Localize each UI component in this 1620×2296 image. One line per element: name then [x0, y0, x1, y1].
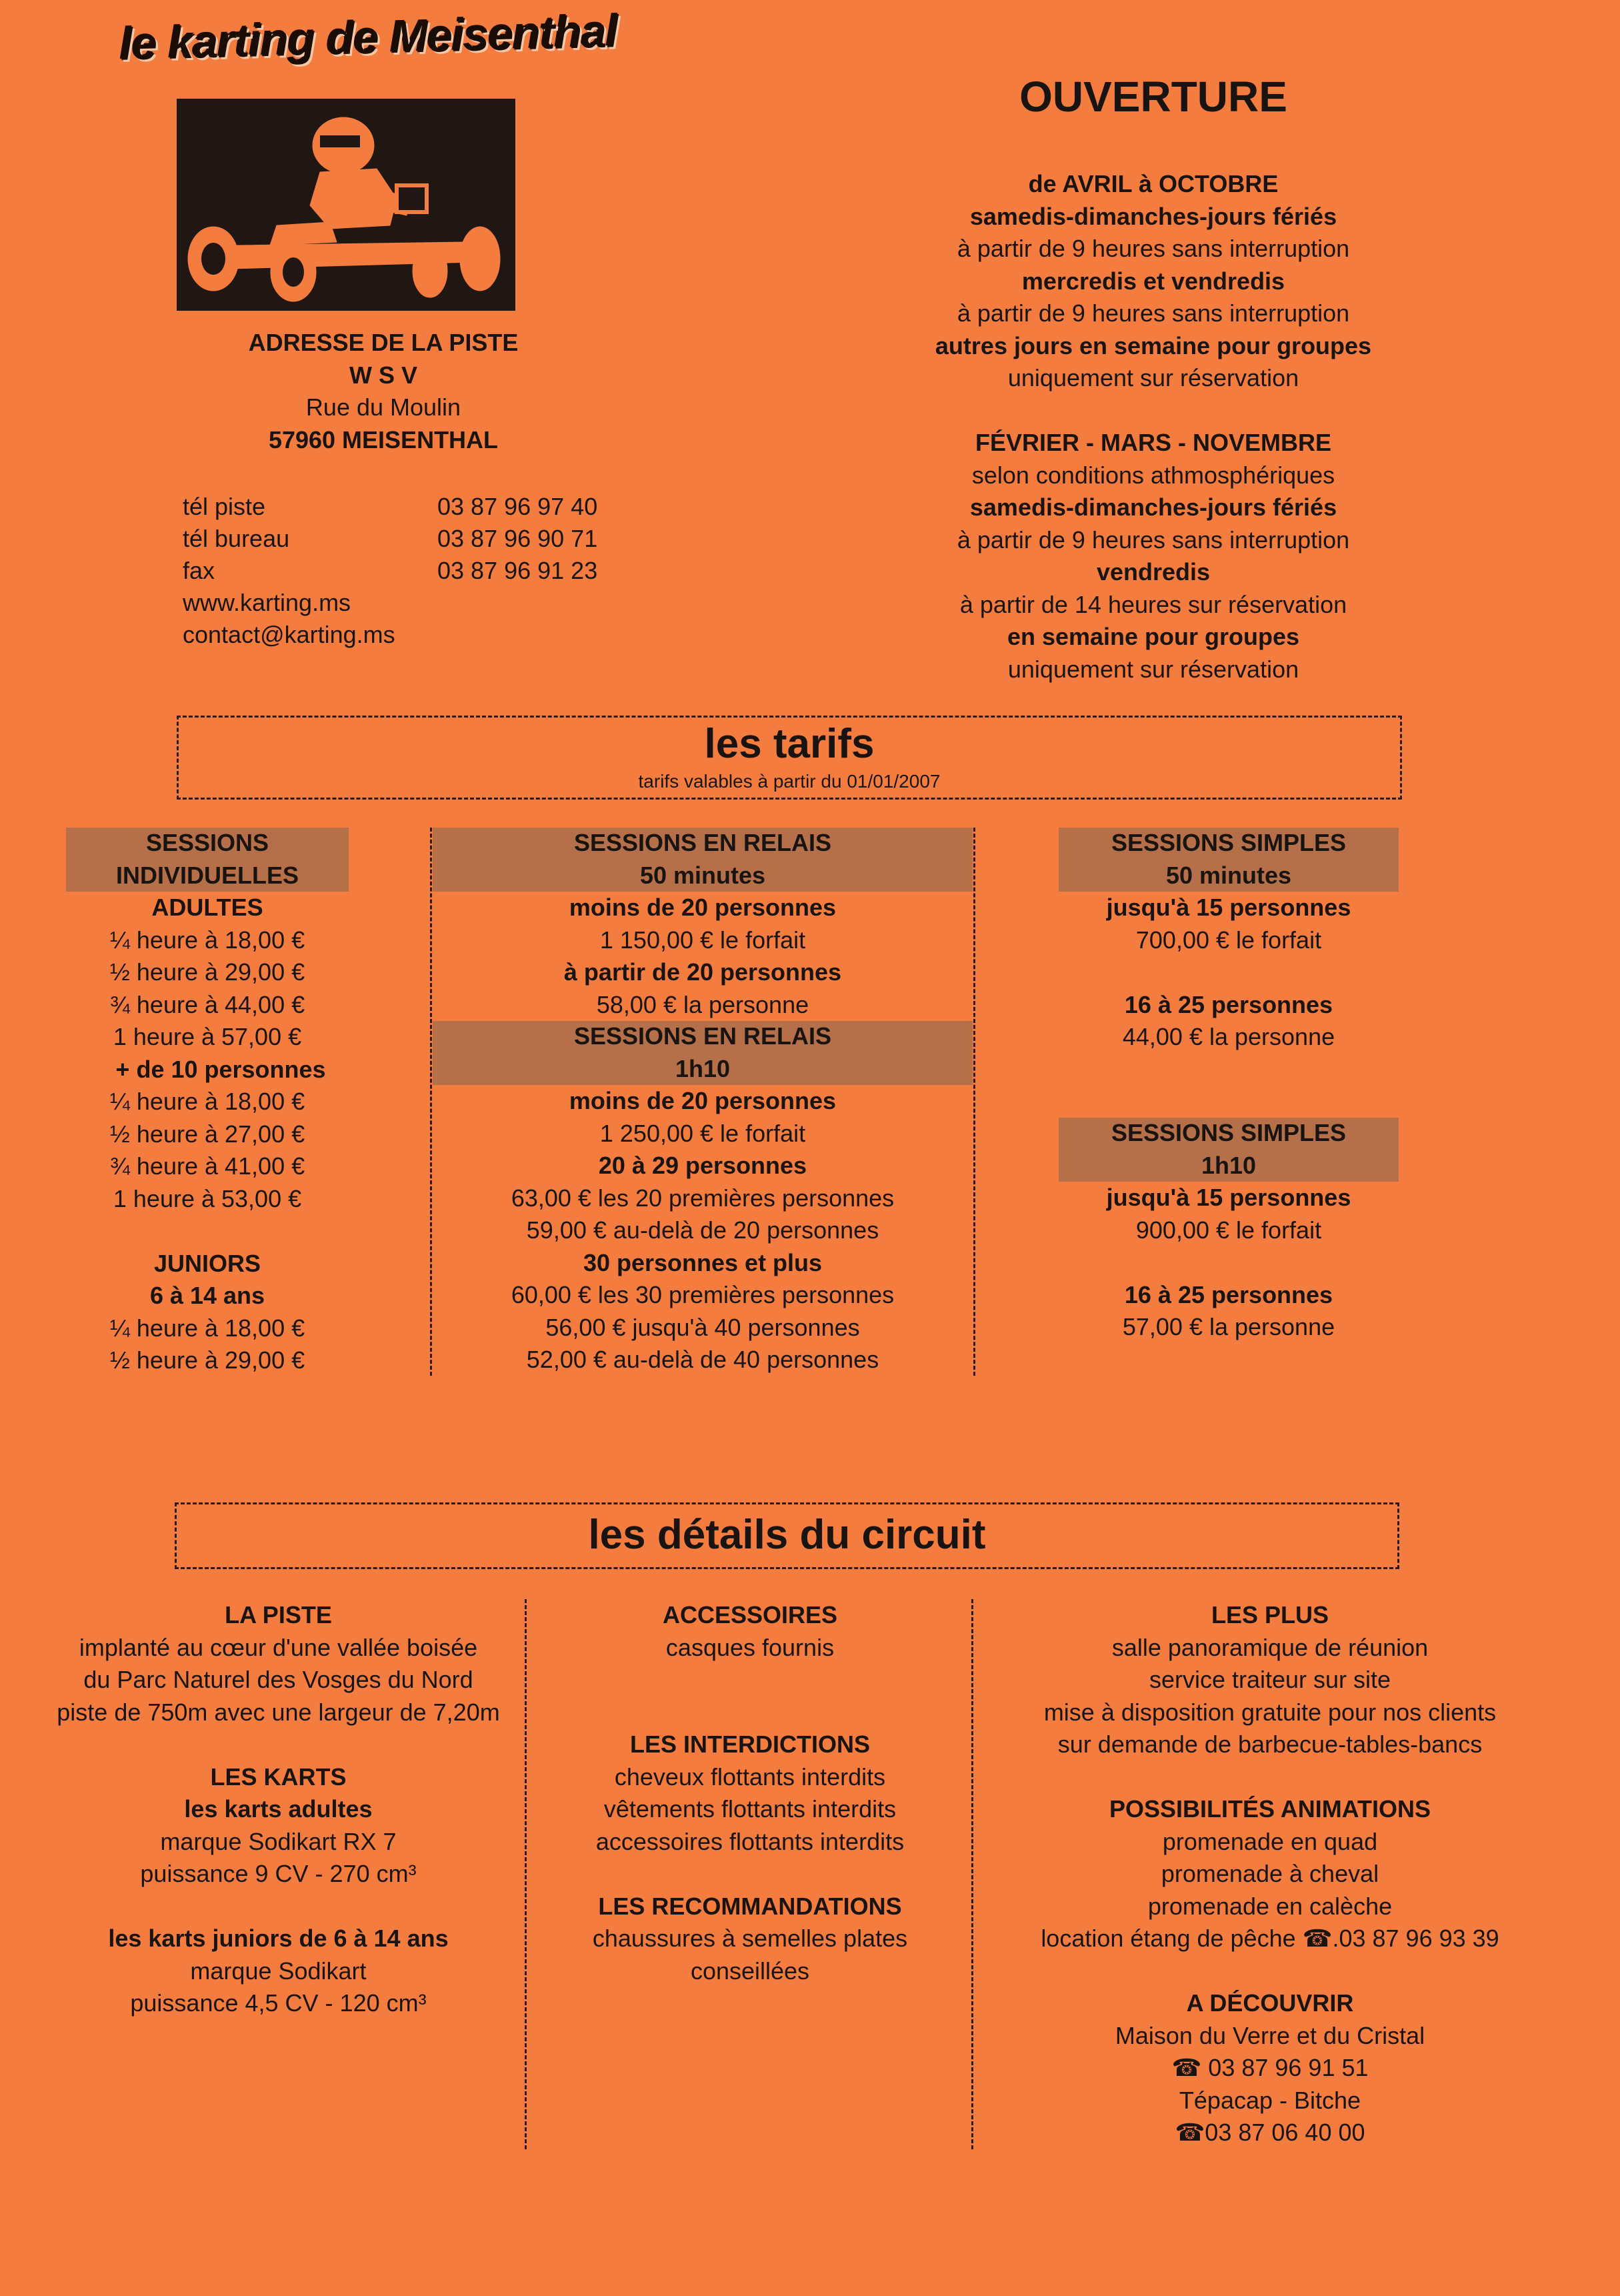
detail-line: LES RECOMMANDATIONS	[598, 1892, 902, 1920]
detail-line	[977, 1955, 1563, 1988]
detail-line: puissance 4,5 CV - 120 cm³	[130, 1989, 427, 2017]
tarif-header: SESSIONS SIMPLES	[1111, 1119, 1347, 1146]
tarif-line: à partir de 20 personnes	[563, 958, 842, 986]
tarif-line: 900,00 € le forfait	[1135, 1216, 1322, 1244]
detail-line: promenade en calèche	[1147, 1892, 1393, 1920]
address-block	[207, 327, 560, 456]
detail-line: cheveux flottants interdits	[614, 1763, 886, 1791]
contact-row	[183, 523, 663, 555]
address-city: 57960 MEISENTHAL	[268, 425, 499, 453]
detail-line	[33, 1891, 523, 1923]
tarif-line: ¾ heure à 41,00 €	[109, 1152, 305, 1180]
tarif-line: 52,00 € au-delà de 40 personnes	[526, 1346, 879, 1373]
tarif-line: 30 personnes et plus	[583, 1248, 823, 1276]
tarif-line: 1 heure à 57,00 €	[113, 1023, 302, 1050]
tarif-header: 50 minutes	[639, 861, 766, 889]
contact-value: 03 87 96 90 71	[437, 525, 598, 552]
details-separator	[525, 1599, 527, 2149]
details-track	[33, 1599, 523, 2020]
detail-line: promenade à cheval	[1161, 1860, 1379, 1887]
details-extras	[977, 1599, 1563, 2149]
detail-line	[33, 1729, 523, 1761]
tarif-line: 700,00 € le forfait	[1135, 926, 1322, 954]
tarif-header: 50 minutes	[1165, 861, 1292, 889]
detail-line: mise à disposition gratuite pour nos clients	[1043, 1698, 1497, 1726]
detail-line: les karts juniors de 6 à 14 ans	[108, 1925, 449, 1952]
tarif-line: 16 à 25 personnes	[1124, 1280, 1333, 1308]
tarif-line: ½ heure à 29,00 €	[109, 1346, 305, 1374]
detail-line: LES PLUS	[1211, 1601, 1329, 1628]
contact-row	[183, 491, 663, 523]
detail-line	[530, 1664, 970, 1696]
opening-line: mercredis et vendredis	[1021, 267, 1285, 295]
tarif-header: SESSIONS EN RELAIS	[573, 1022, 832, 1050]
address-name: W S V	[349, 361, 417, 389]
detail-line: Maison du Verre et du Cristal	[1115, 2021, 1425, 2049]
tarif-relay70	[433, 1020, 973, 1376]
contact-label: tél bureau	[183, 525, 290, 552]
detail-line: marque Sodikart	[190, 1957, 367, 1985]
detail-line: conseillées	[690, 1957, 810, 1985]
tarif-header: 1h10	[675, 1054, 731, 1082]
detail-line: service traiteur sur site	[1149, 1666, 1391, 1693]
opening-line: à partir de 14 heures sur réservation	[959, 590, 1347, 618]
opening-line: à partir de 9 heures sans interruption	[957, 235, 1350, 262]
brand-title: le karting de Meisenthal	[119, 6, 619, 70]
opening-line: samedis-dimanches-jours fériés	[969, 202, 1337, 230]
opening-line: FÉVRIER - MARS - NOVEMBRE	[975, 429, 1332, 456]
tarif-line: ADULTES	[151, 894, 263, 921]
website-link[interactable]	[183, 587, 663, 619]
tarif-line: jusqu'à 15 personnes	[1106, 894, 1351, 921]
contact-value: 03 87 96 91 23	[437, 557, 598, 584]
detail-line: marque Sodikart RX 7	[160, 1827, 397, 1855]
detail-line: piste de 750m avec une largeur de 7,20m	[57, 1698, 500, 1726]
tarif-line	[1059, 956, 1399, 989]
opening-line: en semaine pour groupes	[1007, 623, 1300, 650]
email-link[interactable]	[183, 619, 663, 651]
detail-line: puissance 9 CV - 270 cm³	[140, 1860, 417, 1887]
detail-line: promenade en quad	[1162, 1827, 1378, 1855]
detail-line: A DÉCOUVRIR	[1186, 1989, 1354, 2017]
detail-line: salle panoramique de réunion	[1111, 1633, 1429, 1661]
email-text[interactable]: contact@karting.ms	[183, 621, 395, 648]
detail-line: LES KARTS	[210, 1763, 347, 1791]
tarif-line: ½ heure à 27,00 €	[109, 1120, 305, 1148]
tarif-line: ¼ heure à 18,00 €	[109, 1314, 305, 1342]
tarif-line: ¼ heure à 18,00 €	[109, 1088, 305, 1115]
detail-line: ☎ 03 87 96 91 51	[1171, 2054, 1369, 2081]
tarif-line: 1 150,00 € le forfait	[599, 926, 806, 954]
opening-line: selon conditions athmosphériques	[971, 461, 1335, 489]
opening-hours	[867, 168, 1440, 686]
tarifs-subtitle: tarifs valables à partir du 01/01/2007	[638, 771, 941, 792]
details-title: les détails du circuit	[588, 1512, 986, 1558]
tarif-simple70	[1059, 1117, 1399, 1344]
tarif-line: 59,00 € au-delà de 20 personnes	[526, 1216, 879, 1244]
details-separator	[971, 1599, 973, 2149]
opening-line: uniquement sur réservation	[1007, 655, 1299, 683]
detail-line: ACCESSOIRES	[662, 1601, 838, 1628]
detail-line: location étang de pêche ☎.03 87 96 93 39	[1041, 1925, 1499, 1952]
tarif-line: 6 à 14 ans	[149, 1282, 265, 1309]
opening-title-wrap	[867, 72, 1440, 121]
tarifs-separator	[430, 828, 432, 1376]
tarif-individual	[66, 827, 349, 1377]
address-heading: ADRESSE DE LA PISTE	[248, 329, 519, 356]
tarif-line: ½ heure à 29,00 €	[109, 958, 305, 986]
tarif-line: 16 à 25 personnes	[1124, 990, 1333, 1018]
contact-label: fax	[183, 557, 215, 584]
tarif-line: 44,00 € la personne	[1122, 1023, 1335, 1050]
detail-line: vêtements flottants interdits	[603, 1795, 897, 1823]
website-text[interactable]: www.karting.ms	[183, 589, 351, 616]
tarif-line: 1 heure à 53,00 €	[113, 1184, 302, 1212]
tarif-line: 56,00 € jusqu'à 40 personnes	[545, 1313, 860, 1341]
tarif-line: + de 10 personnes	[115, 1055, 326, 1083]
tarif-line: 1 250,00 € le forfait	[599, 1119, 806, 1147]
detail-line	[977, 1761, 1563, 1794]
detail-line: LA PISTE	[225, 1601, 332, 1628]
detail-line: POSSIBILITÉS ANIMATIONS	[1109, 1795, 1431, 1823]
detail-line: du Parc Naturel des Vosges du Nord	[83, 1666, 473, 1693]
tarif-simple50	[1059, 827, 1399, 1054]
detail-line: LES INTERDICTIONS	[629, 1731, 871, 1758]
tarif-line: moins de 20 personnes	[569, 1087, 837, 1114]
detail-line: ☎03 87 06 40 00	[1175, 2119, 1365, 2146]
tarif-header: 1h10	[1201, 1151, 1257, 1179]
tarif-line: 57,00 € la personne	[1122, 1313, 1335, 1340]
tarif-line: 63,00 € les 20 premières personnes	[511, 1184, 895, 1212]
details-accessories	[530, 1599, 970, 1987]
contact-value: 03 87 96 97 40	[437, 493, 598, 520]
detail-line: casques fournis	[665, 1633, 835, 1661]
go-kart-driver-icon	[177, 99, 515, 311]
opening-line: de AVRIL à OCTOBRE	[1028, 170, 1279, 197]
tarifs-title: les tarifs	[704, 721, 875, 767]
opening-line: à partir de 9 heures sans interruption	[957, 525, 1350, 553]
detail-line	[530, 1696, 970, 1729]
tarif-line	[1059, 1246, 1399, 1279]
opening-title: OUVERTURE	[1019, 73, 1287, 121]
tarifs-header	[177, 716, 1402, 800]
tarif-line: ¾ heure à 44,00 €	[109, 990, 305, 1018]
detail-line: sur demande de barbecue-tables-bancs	[1057, 1731, 1483, 1758]
tarif-header: SESSIONS EN RELAIS	[573, 829, 832, 856]
detail-line: implanté au cœur d'une vallée boisée	[79, 1633, 478, 1661]
opening-line	[867, 395, 1440, 427]
tarif-relay50	[433, 827, 973, 1021]
detail-line: Tépacap - Bitche	[1179, 2086, 1361, 2114]
detail-line	[530, 1858, 970, 1891]
tarif-line: 58,00 € la personne	[596, 990, 809, 1018]
tarif-header: SESSIONS	[145, 829, 269, 856]
tarif-line: 20 à 29 personnes	[598, 1152, 807, 1179]
opening-line: autres jours en semaine pour groupes	[935, 331, 1372, 359]
details-header	[175, 1502, 1399, 1569]
tarif-line: 60,00 € les 30 premières personnes	[511, 1281, 895, 1308]
detail-line: chaussures à semelles plates	[592, 1925, 908, 1952]
opening-line: vendredis	[1096, 558, 1211, 586]
detail-line: les karts adultes	[184, 1795, 373, 1823]
opening-line: samedis-dimanches-jours fériés	[969, 493, 1337, 521]
address-street: Rue du Moulin	[305, 393, 461, 421]
contact-list	[183, 491, 663, 651]
tarif-line: JUNIORS	[153, 1249, 261, 1277]
tarif-line: moins de 20 personnes	[569, 894, 837, 921]
tarif-line	[66, 1215, 349, 1248]
opening-line: uniquement sur réservation	[1007, 364, 1299, 391]
detail-line: accessoires flottants interdits	[595, 1827, 905, 1855]
tarif-line: ¼ heure à 18,00 €	[109, 926, 305, 954]
contact-row	[183, 555, 663, 587]
tarifs-separator	[973, 828, 975, 1376]
tarif-line: jusqu'à 15 personnes	[1106, 1184, 1351, 1211]
contact-label: tél piste	[183, 493, 266, 520]
tarif-header: INDIVIDUELLES	[115, 861, 299, 889]
opening-line: à partir de 9 heures sans interruption	[957, 299, 1350, 327]
tarif-header: SESSIONS SIMPLES	[1111, 829, 1347, 856]
